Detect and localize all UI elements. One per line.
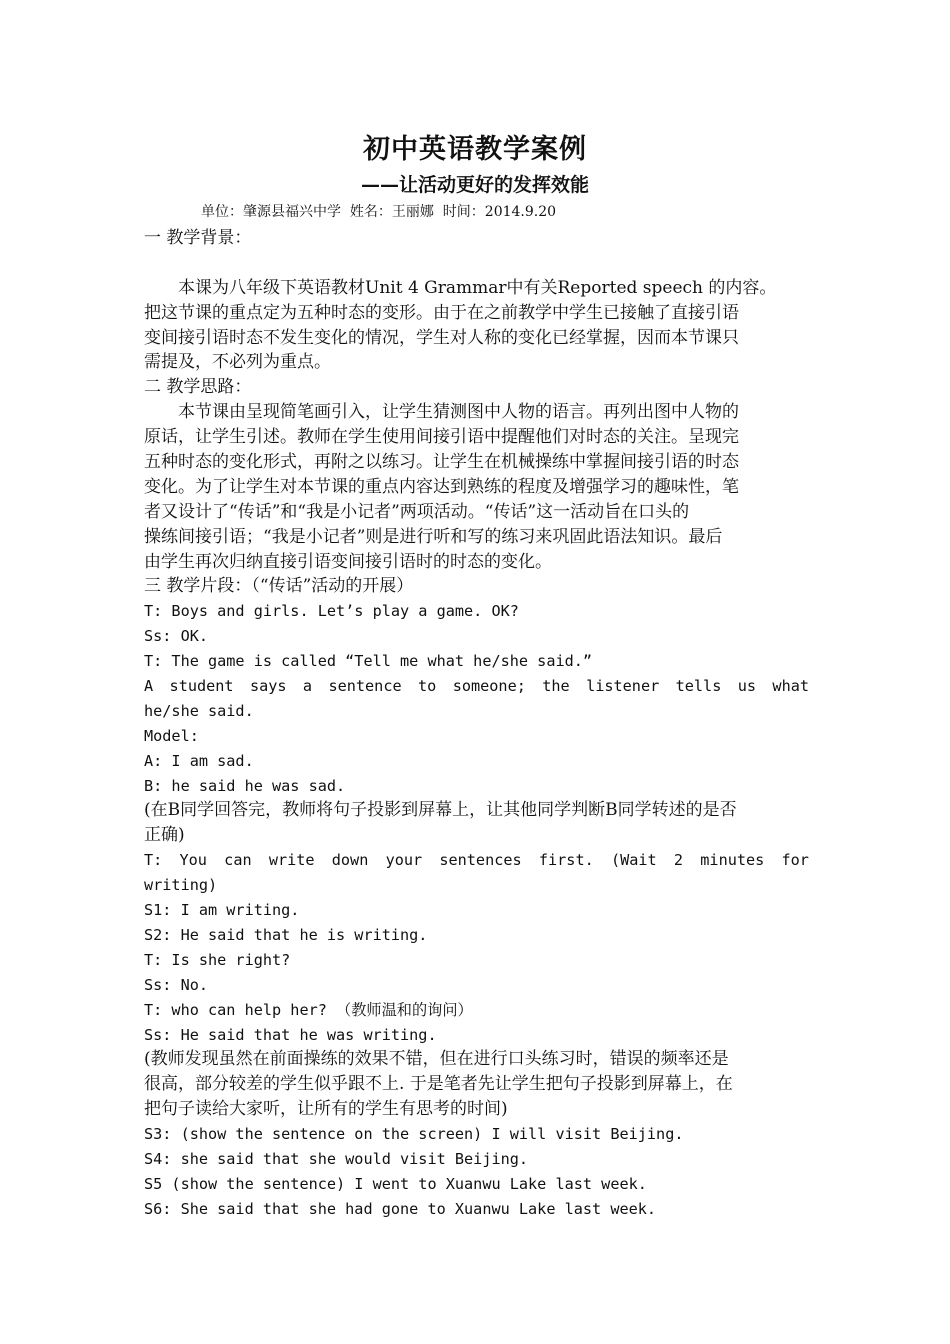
word: to (418, 677, 437, 696)
word: (Wait (610, 851, 657, 870)
word: what (772, 677, 809, 696)
word: write (268, 851, 315, 870)
paragraph-line: 本课为八年级下英语教材Unit 4 Grammar中有关Reported speech 的内容。 (178, 277, 777, 298)
dialogue-line: A: I am sad. (144, 751, 254, 770)
paragraph-line: 变化。为了让学生对本节课的重点内容达到熟练的程度及增强学习的趣味性，笔 (144, 476, 739, 497)
document-subtitle: ——让活动更好的发挥效能 (360, 174, 589, 196)
dialogue-line: T: Is she right? (144, 950, 291, 969)
section-heading: 二 教学思路： (144, 377, 252, 398)
section-heading: 一 教学背景： (144, 228, 252, 248)
dialogue-line: S2: He said that he is writing. (144, 925, 428, 944)
dialogue-line: Ss: OK. (144, 627, 209, 646)
word: tells (675, 677, 722, 696)
word: down (331, 851, 369, 870)
section-heading: 三 教学片段：（“传话”活动的开展） (144, 576, 414, 597)
document-body (144, 226, 809, 1222)
word: sentence (328, 677, 402, 696)
dialogue-line: S6: She said that she had gone to Xuanwu Lake last week. (144, 1199, 657, 1218)
dialogue-line: S1: I am writing. (144, 901, 300, 920)
dialogue-line: writing) (144, 876, 218, 895)
dialogue-line: he/she said. (144, 701, 254, 720)
word: the (542, 677, 570, 696)
document-title: 初中英语教学案例 (363, 134, 587, 165)
word: can (224, 851, 252, 870)
word: T: (144, 851, 163, 870)
paragraph-line: 需提及，不必列为重点。 (144, 352, 331, 373)
dialogue-note: (教师发现虽然在前面操练的效果不错，但在进行口头练习时，错误的频率还是 (144, 1049, 729, 1070)
document-meta: 单位：肇源县福兴中学 姓名：王丽娜 时间：2014.9.20 (201, 204, 557, 220)
dialogue-line: Model: (144, 726, 199, 745)
dialogue-line: S3: (show the sentence on the screen) I will visit Beijing. (144, 1125, 684, 1144)
dialogue-line: T: Boys and girls. Let’s play a game. OK? (144, 602, 519, 621)
word: sentences (439, 851, 522, 870)
word: for (781, 851, 809, 870)
word: your (385, 851, 423, 870)
dialogue-line-justified (144, 674, 809, 699)
dialogue-line-justified (144, 848, 809, 873)
paragraph-line: 者又设计了“传话”和“我是小记者”两项活动。“传话”这一活动旨在口头的 (144, 501, 690, 522)
dialogue-line: T: The game is called “Tell me what he/she said.” (144, 652, 593, 671)
word: A (144, 677, 154, 696)
dialogue-note: 把句子读给大家听，让所有的学生有思考的时间) (144, 1099, 508, 1120)
paragraph-line: 本节课由呈现简笔画引入，让学生猜测图中人物的语言。再列出图中人物的 (178, 402, 739, 423)
paragraph-line: 五种时态的变化形式，再附之以练习。让学生在机械操练中掌握间接引语的时态 (144, 452, 739, 473)
paragraph-line: 变间接引语时态不发生变化的情况，学生对人称的变化已经掌握，因而本节课只 (144, 327, 739, 348)
word: us (737, 677, 757, 696)
paragraph-line: 原话，让学生引述。教师在学生使用间接引语中提醒他们对时态的关注。呈现完 (144, 427, 739, 448)
dialogue-note: 很高，部分较差的学生似乎跟不上. 于是笔者先让学生把句子投影到屏幕上，在 (144, 1074, 733, 1095)
word: You (179, 851, 207, 870)
word: someone; (452, 677, 526, 696)
dialogue-line: T: who can help her? （教师温和的询问） (144, 1000, 473, 1019)
paragraph-line: 由学生再次归纳直接引语变间接引语时的时态的变化。 (144, 551, 552, 572)
paragraph-line: 操练间接引语；“我是小记者”则是进行听和写的练习来巩固此语法知识。最后 (144, 526, 723, 547)
word: 2 (673, 851, 684, 870)
dialogue-note: 正确) (144, 825, 185, 846)
word: says (249, 677, 287, 696)
dialogue-line: B: he said he was sad. (144, 776, 346, 795)
dialogue-line: Ss: He said that he was writing. (144, 1025, 437, 1044)
word: a (302, 677, 313, 696)
word: student (169, 677, 234, 696)
paragraph-line: 把这节课的重点定为五种时态的变形。由于在之前教学中学生已接触了直接引语 (144, 302, 739, 323)
dialogue-line: Ss: No. (144, 975, 209, 994)
word: minutes (700, 851, 765, 870)
word: first. (538, 851, 594, 870)
dialogue-line: S4: she said that she would visit Beijing. (144, 1149, 529, 1168)
blank-line (144, 251, 809, 276)
word: listener (586, 677, 660, 696)
dialogue-line: S5 (show the sentence) I went to Xuanwu Lake last week. (144, 1174, 647, 1193)
dialogue-note: (在B同学回答完，教师将句子投影到屏幕上，让其他同学判断B同学转述的是否 (144, 800, 737, 821)
